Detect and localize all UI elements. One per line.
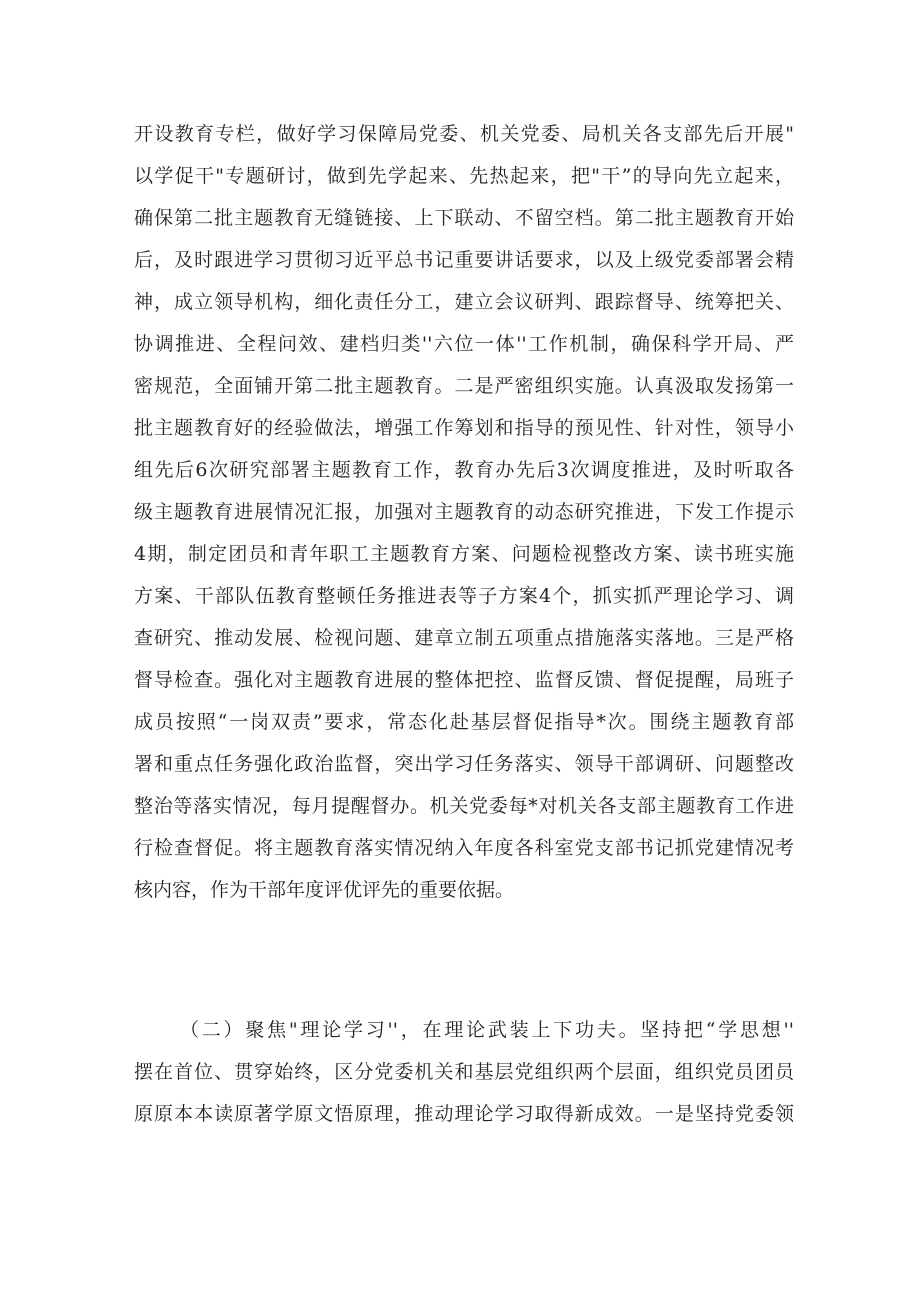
paragraph-line: 行检查督促。将主题教育落实情况纳入年度各科室党支部书记抓党建情况考 (134, 837, 794, 859)
paragraph-1 (134, 113, 794, 911)
paragraph-line: 神，成立领导机构，细化责任分工，建立会议研判、跟踪督导、统筹把关、 (134, 291, 794, 313)
paragraph-line: 组先后6次研究部署主题教育工作，教育办先后3次调度推进，及时听取各 (134, 459, 794, 481)
paragraph-line: 署和重点任务强化政治监督，突出学习任务落实、领导干部调研、问题整改 (134, 753, 794, 775)
paragraph-line: 查研究、推动发展、检视问题、建章立制五项重点措施落实落地。三是严格 (134, 627, 794, 649)
paragraph-line: 后，及时跟进学习贯彻习近平总书记重要讲话要求，以及上级党委部署会精 (134, 249, 794, 271)
paragraph-line: 成员按照“一岗双责”要求，常态化赴基层督促指导*次。围绕主题教育部 (134, 711, 794, 733)
paragraph-line: 核内容，作为干部年度评优评先的重要依据。 (134, 879, 515, 901)
paragraph-line: 密规范，全面铺开第二批主题教育。二是严密组织实施。认真汲取发扬第一 (134, 375, 794, 397)
paragraph-line: 原原本本读原著学原文悟原理，推动理论学习取得新成效。一是坚持党委领 (134, 1103, 794, 1125)
paragraph-line: 批主题教育好的经验做法，增强工作筹划和指导的预见性、针对性，领导小 (134, 417, 794, 439)
paragraph-line: 4期，制定团员和青年职工主题教育方案、问题检视整改方案、读书班实施 (134, 543, 794, 565)
paragraph-line: 级主题教育进展情况汇报，加强对主题教育的动态研究推进，下发工作提示 (134, 501, 794, 523)
paragraph-line: 摆在首位、贯穿始终，区分党委机关和基层党组织两个层面，组织党员团员 (134, 1061, 794, 1083)
paragraph-line: 确保第二批主题教育无缝链接、上下联动、不留空档。第二批主题教育开始 (134, 207, 794, 229)
paragraph-line: 协调推进、全程问效、建档归类''六位一体''工作机制，确保科学开局、严 (134, 333, 794, 355)
paragraph-2 (134, 1009, 794, 1135)
paragraph-line: 开设教育专栏，做好学习保障局党委、机关党委、局机关各支部先后开展" (134, 123, 794, 145)
paragraph-line: 整治等落实情况，每月提醒督办。机关党委每*对机关各支部主题教育工作进 (134, 795, 794, 817)
paragraph-line: 督导检查。强化对主题教育进展的整体把控、监督反馈、督促提醒，局班子 (134, 669, 794, 691)
section-heading-line: （二）聚焦"理论学习''，在理论武装上下功夫。坚持把“学思想'' (180, 1019, 794, 1041)
paragraph-line: 以学促干"专题研讨，做到先学起来、先热起来，把"干”的导向先立起来， (134, 165, 794, 187)
paragraph-line: 方案、干部队伍教育整顿任务推进表等子方案4个，抓实抓严理论学习、调 (134, 585, 794, 607)
